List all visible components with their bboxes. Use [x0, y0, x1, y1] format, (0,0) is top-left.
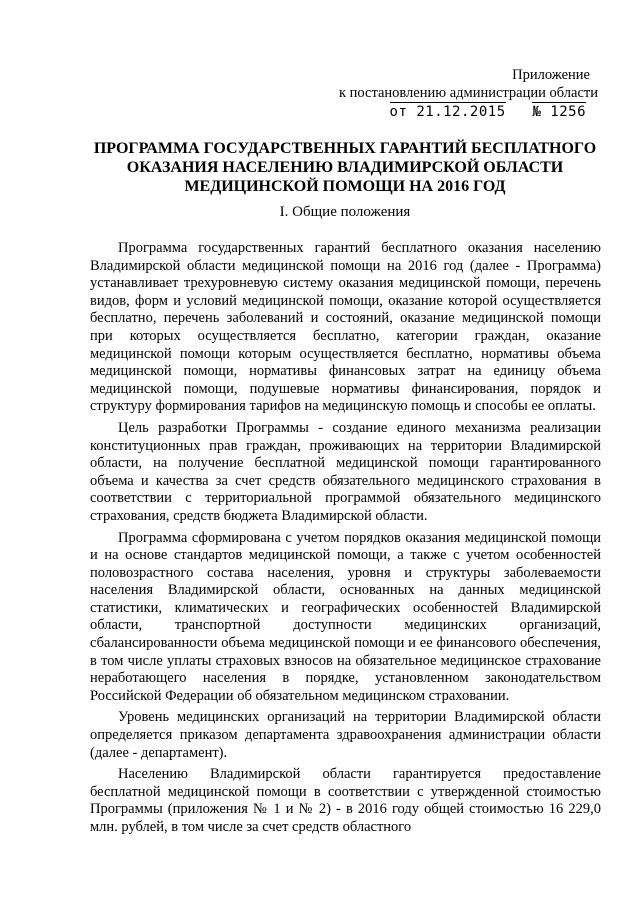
title-line: МЕДИЦИНСКОЙ ПОМОЩИ НА 2016 ГОД: [184, 178, 506, 195]
paragraph: Уровень медицинских организаций на территории Владимирской области определяется приказом департамента здравоохранения администрации области (далее - департамент).: [90, 709, 601, 761]
paragraph: Населению Владимирской области гарантируется предоставление бесплатной медицинской помощи в соответствии с утвержденной стоимостью Программы (приложения № 1 и № 2) - в 2016 году общей стоимостью 16 229,0 млн. рублей, в том числе за счет средств областного: [90, 766, 601, 835]
document-title: [90, 139, 600, 196]
title-line: ОКАЗАНИЯ НАСЕЛЕНИЮ ВЛАДИМИРСКОЙ ОБЛАСТИ: [126, 159, 564, 176]
paragraph: Программа сформирована с учетом порядков оказания медицинской помощи и на основе стандартов медицинской помощи, а также с учетом особенностей половозрастного состава населения, уровня и структуры заболеваемости населения Владимирской области, основанных на данных медицинской статистики, климатических и географических особенностей Владимирской области, транспортной доступности медицинских организаций, сбалансированности объема медицинской помощи и ее финансового обеспечения, в том числе уплаты страховых взносов на обязательное медицинское страхование неработающего населения в порядке, установленном законодательством Российской Федерации об обязательном медицинском страховании.: [90, 529, 601, 704]
appendix-header: [339, 66, 598, 121]
decree-date-number: [339, 103, 586, 121]
section-heading: I. Общие положения: [279, 204, 411, 220]
decree-date: от 21.12.2015: [389, 104, 506, 120]
decree-number: № 1256: [532, 104, 586, 120]
paragraph: Цель разработки Программы - создание единого механизма реализации конституционных прав граждан, проживающих на территории Владимирской области, на получение бесплатной медицинской помощи гарантированного объема и качества за счет средств обязательного медицинского страхования в соответствии с территориальной программой обязательного медицинского страхования, средств бюджета Владимирской области.: [90, 419, 601, 524]
title-line: ПРОГРАММА ГОСУДАРСТВЕННЫХ ГАРАНТИЙ БЕСПЛАТНОГО: [93, 140, 597, 157]
appendix-title: Приложение: [512, 67, 590, 83]
appendix-decree: к постановлению администрации области: [338, 85, 598, 101]
document-body: [90, 240, 601, 837]
paragraph: Программа государственных гарантий бесплатного оказания населению Владимирской области медицинской помощи на 2016 год (далее - Программа) устанавливает трехуровневую систему оказания медицинской помощи, перечень видов, форм и условий медицинской помощи, оказание которой осуществляется бесплатно, перечень заболеваний и состояний, оказание медицинской помощи при которых осуществляется бесплатно, категории граждан, оказание медицинской помощи которым осуществляется бесплатно, нормативы объема медицинской помощи, нормативы финансовых затрат на единицу объема медицинской помощи, подушевые нормативы финансирования, порядок и структуру формирования тарифов на медицинскую помощь и способы ее оплаты.: [90, 240, 601, 415]
